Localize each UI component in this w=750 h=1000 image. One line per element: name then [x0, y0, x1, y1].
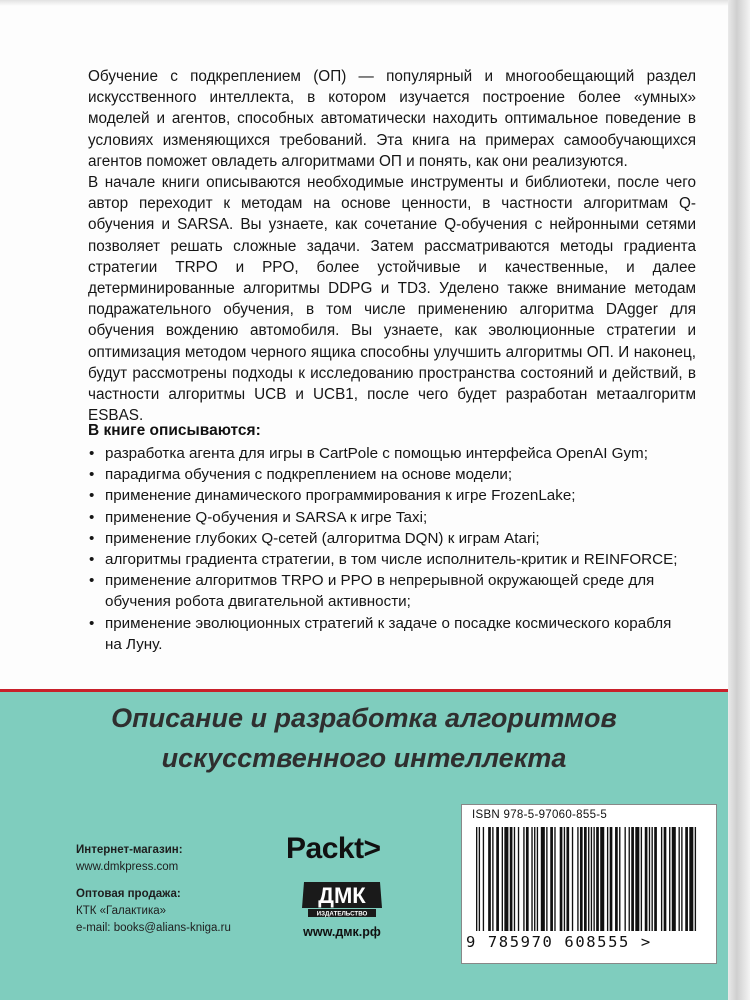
barcode-bar [685, 827, 688, 931]
isbn-digits: 9 785970 608555 > [466, 933, 652, 951]
barcode-bar [531, 827, 532, 931]
bullet-icon: • [89, 508, 95, 526]
topic-item [88, 528, 688, 549]
barcode-bar [572, 827, 573, 931]
topic-item [88, 507, 688, 528]
cover-top-edge [0, 0, 750, 6]
barcode-bar [476, 827, 477, 931]
topic-text: разработка агента для игры в CartPole с помощью интерфейса OpenAI Gym; [105, 445, 648, 462]
barcode-bar [619, 827, 620, 931]
barcode-bar [502, 827, 503, 931]
description-paragraph-1: Обучение с подкреплением (ОП) — популярный и многообещающий раздел искусственного интеллекта, в котором изучается построение более «умных» моделей и агентов, способных автоматически находить оптимальное поведение в условиях изменяющихся требований. Эта книга на примерах самообучающихся агентов поможет овладеть алгоритмами ОП и понять, как они реализуются. [88, 68, 696, 170]
barcode-bar [689, 827, 693, 931]
dmk-logo [300, 880, 384, 918]
barcode-bar [580, 827, 583, 931]
barcode-bar [483, 827, 484, 931]
barcode-bar [550, 827, 553, 931]
bullet-icon: • [89, 466, 95, 484]
barcode-bar [652, 827, 653, 931]
barcode-bar [681, 827, 682, 931]
topic-text: применение эволюционных стратегий к задаче о посадке космического корабля на Луну. [105, 614, 672, 653]
barcode-bar [641, 827, 642, 931]
barcode-bar [625, 827, 626, 931]
topics-list [88, 443, 688, 655]
barcode-bar [564, 827, 565, 931]
barcode-bar [566, 827, 569, 931]
dmk-logo-text: ДМК [318, 883, 366, 908]
online-shop-url: www.dmkpress.com [76, 861, 179, 873]
bullet-icon: • [89, 487, 95, 505]
barcode-bar [534, 827, 535, 931]
barcode-bar [518, 827, 519, 931]
online-shop-heading: Интернет-магазин: [76, 844, 183, 856]
bullet-icon: • [89, 614, 95, 632]
bullet-icon: • [89, 551, 95, 569]
barcode-bar [654, 827, 657, 931]
subtitle-line-2: искусственного интеллекта [161, 743, 567, 773]
barcode-bar [664, 827, 667, 931]
wholesale-company: КТК «Галактика» [76, 905, 167, 917]
barcode-bar [588, 827, 589, 931]
barcode-bar [672, 827, 676, 931]
barcode-bar [560, 827, 563, 931]
topic-text: применение динамического программирования к игре FrozenLake; [105, 487, 576, 505]
barcode-bar [504, 827, 508, 931]
book-description [88, 66, 696, 426]
cover-spine-edge [728, 0, 750, 1000]
subtitle-line-1: Описание и разработка алгоритмов [111, 703, 617, 733]
wholesale-email: e-mail: books@alians-kniga.ru [76, 922, 231, 934]
barcode-bar [695, 827, 696, 931]
barcode-bar [631, 827, 634, 931]
barcode-bar [607, 827, 608, 931]
topic-item [88, 549, 688, 570]
topic-text: алгоритмы градиента стратегии, в том числе исполнитель-критик и REINFORCE; [105, 551, 678, 569]
dmk-logo-subtext: ИЗДАТЕЛЬСТВО [316, 910, 368, 918]
barcode-bar [479, 827, 480, 931]
barcode-bar [523, 827, 524, 931]
topic-text: применение Q-обучения и SARSA к игре Taxi; [105, 508, 428, 526]
wholesale-heading: Оптовая продажа: [76, 888, 181, 900]
topic-text: парадигма обучения с подкреплением на основе модели; [105, 466, 513, 484]
topic-item [88, 570, 688, 612]
barcode-bar [661, 827, 662, 931]
barcode-bar [526, 827, 529, 931]
barcode-bar [510, 827, 513, 931]
bullet-icon: • [89, 529, 95, 547]
barcode-icon [474, 827, 700, 931]
barcode-bar [596, 827, 599, 931]
barcode-bar [645, 827, 648, 931]
bullet-icon: • [89, 445, 95, 462]
topic-text: применение алгоритмов TRPO и PPO в непрерывной окружающей среде для обучения робота двигательной активности; [105, 572, 655, 611]
barcode-bar [610, 827, 613, 931]
shop-spacer [76, 876, 231, 886]
dmk-url: www.дмк.рф [303, 925, 381, 939]
barcode-bar [514, 827, 515, 931]
shop-info [76, 842, 231, 937]
topic-item [88, 464, 688, 485]
barcode-bar [492, 827, 493, 931]
topic-item [88, 443, 688, 464]
isbn-barcode-block [461, 804, 717, 964]
barcode-bar [584, 827, 587, 931]
bullet-icon: • [89, 572, 95, 590]
barcode-bar [541, 827, 545, 931]
topic-item [88, 485, 688, 506]
barcode-bar [593, 827, 594, 931]
barcode-bar [669, 827, 670, 931]
barcode-bar [546, 827, 547, 931]
barcode-bar [615, 827, 618, 931]
topics-heading: В книге описываются: [88, 422, 261, 439]
barcode-bar [649, 827, 650, 931]
barcode-bar [554, 827, 555, 931]
barcode-bar [537, 827, 538, 931]
barcode-bar [488, 827, 491, 931]
barcode-bar [629, 827, 630, 931]
publisher-logos [282, 832, 402, 950]
topic-text: применение глубоких Q-сетей (алгоритма DQN) к играм Atari; [105, 529, 540, 547]
barcode-bar [591, 827, 592, 931]
barcode-bar [496, 827, 499, 931]
barcode-bar [600, 827, 604, 931]
description-paragraph-2: В начале книги описываются необходимые инструменты и библиотеки, после чего автор переходит к методам на основе ценности, в частности алгоритмам Q-обучения и SARSA. Вы узнаете, как сочетание Q-обучения с нейронными сетями позволяет решать сложные задачи. Затем рассматриваются методы градиента стратегии TRPO и PPO, более устойчивые и качественные, и далее детерминированные алгоритмы DDPG и TD3. Уделено также внимание методам подражательного обучения, в том числе применению алгоритма DAgger для обучения вождению автомобиля. Вы узнаете, как эволюционные стратегии и оптимизация методом черного ящика способны улучшить алгоритмы ОП. И наконец, будут рассмотрены подходы к исследованию пространства состояний и действий, в частности алгоритмы UCB и UCB1, после чего будет разработан метаалгоритм ESBAS. [88, 174, 696, 425]
barcode-bar [635, 827, 639, 931]
barcode-bar [679, 827, 680, 931]
barcode-bar [577, 827, 578, 931]
isbn-label: ISBN 978-5-97060-855-5 [472, 809, 608, 821]
cover-subtitle [0, 698, 728, 778]
topic-item [88, 613, 688, 655]
packt-logo: Packt> [286, 832, 381, 865]
